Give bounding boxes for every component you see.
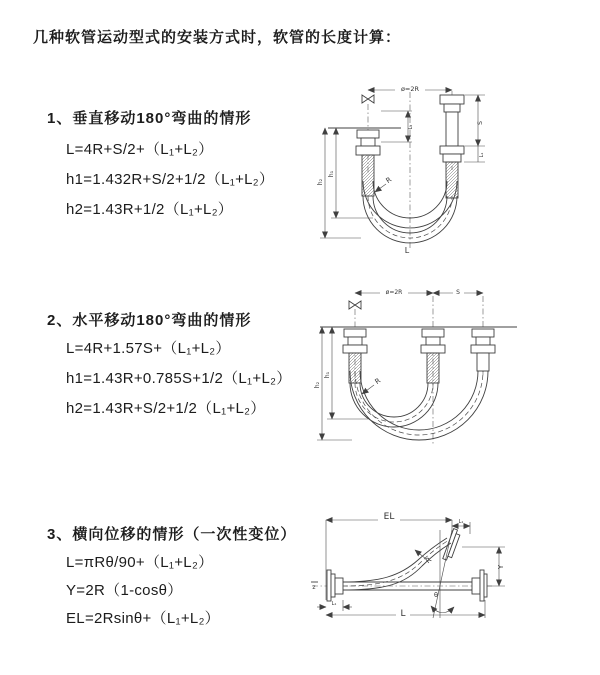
dim-label-Y: Y xyxy=(497,564,505,570)
length-label: L xyxy=(404,246,410,255)
middle-flange-plate xyxy=(422,329,444,337)
angle-label: θ xyxy=(434,591,438,599)
dim-label-L1-bottom: L₁ xyxy=(331,601,337,607)
section-3-formula-Y: Y=2R（1-cosθ） xyxy=(66,582,183,599)
section-1-formula-L: L=4R+S/2+（L₁+L₂） xyxy=(66,141,214,158)
dim-label-diameter: ø=2R xyxy=(400,85,420,93)
left-flange-hub xyxy=(343,345,367,353)
radius-label: R xyxy=(424,555,434,566)
right-top-flange-plate xyxy=(440,95,464,104)
radius-leader xyxy=(362,385,374,394)
right-flange-hub xyxy=(472,578,480,594)
right-flange-plate-2 xyxy=(484,574,487,597)
left-flange-plate xyxy=(327,570,331,601)
dim-label-L2: L₂ xyxy=(408,124,414,130)
section-3-formula-EL: EL=2Rsinθ+（L₁+L₂） xyxy=(66,610,220,627)
dim-label-h1: h₁ xyxy=(328,170,335,178)
section-1-formula-h2: h2=1.43R+1/2（L₁+L₂） xyxy=(66,201,234,218)
section-2-formula-h2: h2=1.43R+S/2+1/2（L₁+L₂） xyxy=(66,400,266,417)
left-flange-plate xyxy=(357,130,379,138)
page-title: 几种软管运动型式的安装方式时，软管的长度计算： xyxy=(33,29,402,46)
right-flange-hub xyxy=(471,345,495,353)
section-1-formula-h1: h1=1.432R+S/2+1/2（L₁+L₂） xyxy=(66,171,275,188)
diagram-vertical-180-bend xyxy=(315,78,590,256)
middle-braided-hose xyxy=(427,353,439,383)
section-2-formula-L: L=4R+1.57S+（L₁+L₂） xyxy=(66,340,231,357)
middle-flange-neck xyxy=(426,337,440,345)
diagram-lateral-displacement xyxy=(300,500,600,662)
left-flange-plate-2 xyxy=(331,574,335,597)
middle-flange-hub xyxy=(421,345,445,353)
section-3-formula-L: L=πRθ/90+（L₁+L₂） xyxy=(66,554,214,571)
right-pipe xyxy=(446,112,458,146)
weld-mark: z xyxy=(312,584,316,591)
radius-label: R xyxy=(373,376,383,387)
radius-label: R xyxy=(384,175,394,186)
left-flange-neck xyxy=(348,337,362,345)
section-2-formula-h1: h1=1.43R+0.785S+1/2（L₁+L₂） xyxy=(66,370,292,387)
right-flange-plate xyxy=(472,329,494,337)
dim-label-h2: h₂ xyxy=(317,178,324,186)
dim-label-L1-top: L₁ xyxy=(458,519,464,525)
dim-label-S: S xyxy=(477,121,484,125)
right-flange-neck xyxy=(476,337,490,345)
right-braided-hose xyxy=(446,162,458,198)
dim-label-S: S xyxy=(456,289,460,296)
dim-label-h2: h₂ xyxy=(314,381,321,389)
radius-leader xyxy=(375,184,386,192)
left-flange-neck xyxy=(361,138,375,146)
curved-hose-bottom xyxy=(343,543,451,590)
right-lower-flange-plate xyxy=(440,146,464,154)
dim-label-L: L xyxy=(400,609,406,619)
curved-hose-centerline xyxy=(343,540,449,586)
diagram-horizontal-180-bend xyxy=(312,283,597,455)
hose-inner-arc-2 xyxy=(373,181,447,218)
upper-flange xyxy=(443,529,461,562)
dim-label-L1: L₁ xyxy=(479,152,485,158)
right-lower-flange-hub xyxy=(443,154,461,162)
valve-icon xyxy=(349,301,361,309)
left-flange-plate xyxy=(344,329,366,337)
right-top-flange-neck xyxy=(444,104,460,112)
dim-label-h1: h₁ xyxy=(324,371,331,379)
dim-label-diameter: ø=2R xyxy=(385,289,403,296)
valve-icon xyxy=(362,95,374,103)
left-flange-hub xyxy=(356,146,380,155)
section-3-heading: 3、横向位移的情形（一次性变位） xyxy=(47,526,297,543)
right-hose xyxy=(477,353,489,371)
flange-axis-line xyxy=(433,530,452,618)
section-1-heading: 1、垂直移动180°弯曲的情形 xyxy=(47,110,252,127)
section-2-heading: 2、水平移动180°弯曲的情形 xyxy=(47,312,252,329)
right-flange-plate xyxy=(480,570,484,601)
left-flange-hub xyxy=(335,578,343,594)
dim-label-EL: EL xyxy=(383,512,395,522)
